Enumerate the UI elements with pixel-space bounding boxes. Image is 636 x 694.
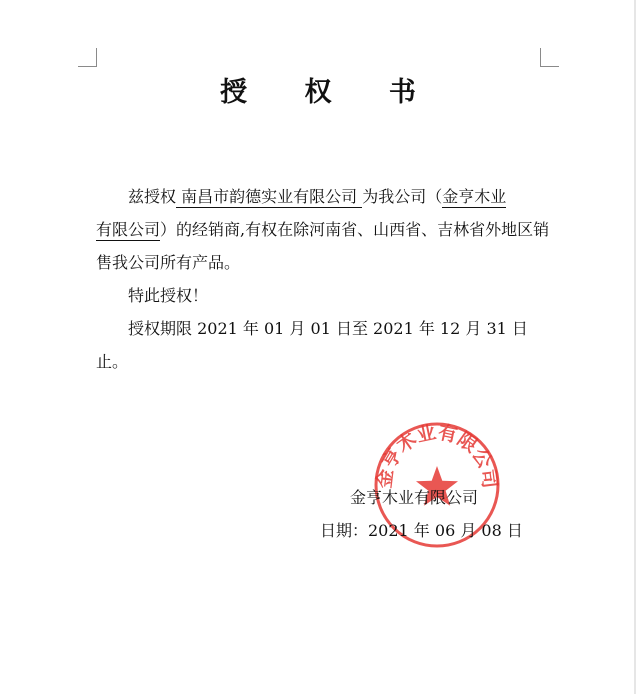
svg-text:金亨木业有限公司: 金亨木业有限公司 [373,421,501,490]
closing-paragraph: 特此授权！ [128,286,209,305]
document-title: 授 权 书 [220,77,440,108]
authorization-paragraph [96,180,556,279]
grantor-name-part2: 有限公司 [96,220,161,239]
signature-company: 金亨木业有限公司 [350,488,479,507]
grantor-name-part1: 金亨木业 [442,187,507,206]
authorization-prefix: 兹授权 [128,187,177,206]
authorization-middle: 为我公司（ [362,187,443,206]
page-corner-mark-right [540,48,559,67]
term-paragraph: 授权期限 2021 年 01 月 01 日至 2021 年 12 月 31 日止。 [96,319,528,371]
signature-date: 日期：2021 年 06 月 08 日 [320,521,523,540]
page-corner-mark-left [78,48,97,67]
document-body [96,180,556,378]
grantee-name: 南昌市韵德实业有限公司 [176,187,363,206]
authorization-suffix: ）的经销商,有权在除河南省、山西省、吉林省外地区销售我公司所有产品。 [96,220,550,272]
